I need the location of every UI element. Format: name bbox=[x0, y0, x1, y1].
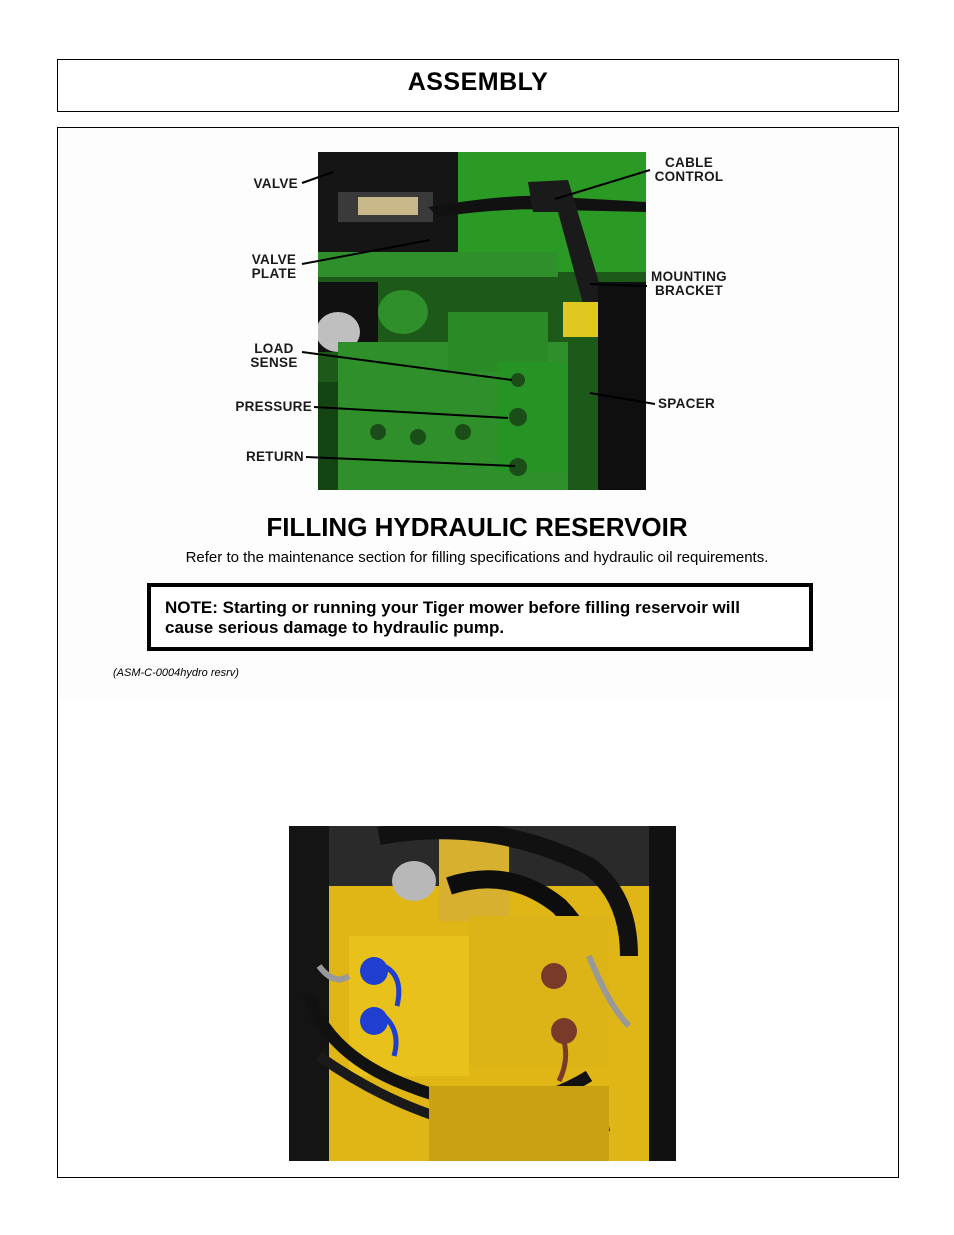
hydraulic-pump-photo bbox=[289, 826, 676, 1161]
section-title: FILLING HYDRAULIC RESERVOIR bbox=[266, 512, 688, 542]
reference-code: (ASM-C-0004hydro resrv) bbox=[113, 667, 239, 679]
callout-valve: VALVE bbox=[253, 176, 298, 191]
callout-cable-control: CABLE CONTROL bbox=[654, 155, 724, 184]
note-box bbox=[147, 583, 813, 651]
note-text: NOTE: Starting or running your Tiger mower before filling reservoir will cause serious damage to hydraulic pump. bbox=[165, 598, 740, 637]
callout-return: RETURN bbox=[245, 449, 304, 464]
callout-pressure: PRESSURE bbox=[235, 399, 312, 414]
section-subtitle: Refer to the maintenance section for filling specifications and hydraulic oil requirements. bbox=[185, 549, 769, 566]
callout-load-sense: LOAD SENSE bbox=[250, 341, 298, 370]
callout-valve-plate: VALVE PLATE bbox=[251, 252, 297, 281]
callout-spacer: SPACER bbox=[658, 396, 716, 411]
page-title: ASSEMBLY bbox=[407, 68, 549, 96]
callout-mounting-bracket: MOUNTING BRACKET bbox=[651, 269, 727, 298]
